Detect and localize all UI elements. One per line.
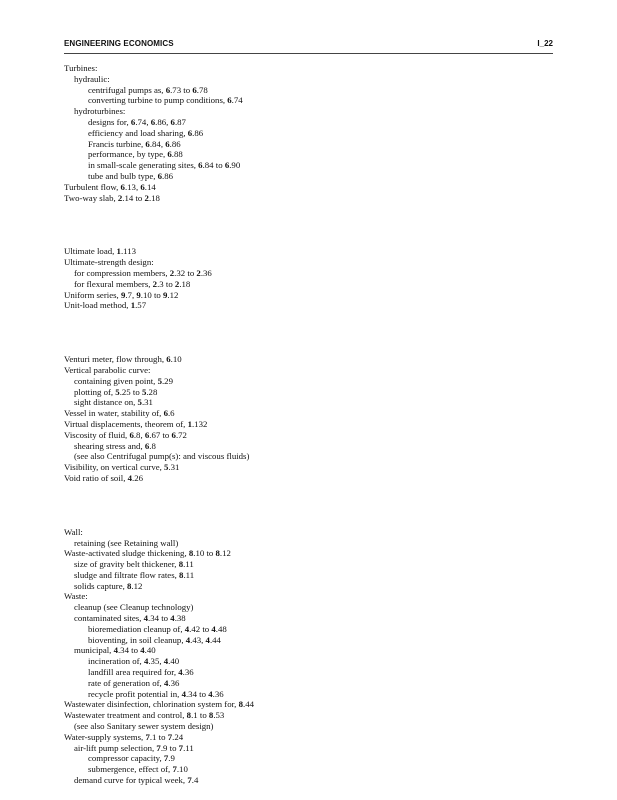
index-subentry: containing given point, 5.29: [74, 375, 173, 386]
index-entry: Water-supply systems, 7.1 to 7.24: [64, 731, 184, 742]
index-entry: Turbulent flow, 6.13, 6.14: [64, 181, 156, 192]
index-subentry: demand curve for typical week, 7.4: [74, 775, 199, 786]
index-entry: Ultimate load, 1.113: [64, 246, 137, 257]
index-subentry: in small-scale generating sites, 6.84 to 6.90: [88, 160, 241, 171]
index-entry: Viscosity of fluid, 6.8, 6.67 to 6.72: [64, 429, 187, 440]
index-subentry: tube and bulb type, 6.86: [88, 170, 174, 181]
index-subentry: incineration of, 4.35, 4.40: [88, 656, 180, 667]
index-subentry: compressor capacity, 7.9: [88, 753, 175, 764]
running-header: [64, 39, 553, 54]
index-subentry: municipal, 4.34 to 4.40: [74, 645, 156, 656]
index-entry: Unit-load method, 1.57: [64, 300, 147, 311]
index-entry: Waste:: [64, 591, 88, 602]
index-entry: Uniform series, 9.7, 9.10 to 9.12: [64, 289, 179, 300]
section-gap: [64, 311, 554, 354]
index-subentry: submergence, effect of, 7.10: [88, 764, 188, 775]
index-entry: Waste-activated sludge thickening, 8.10 to 8.12: [64, 548, 231, 559]
index-subentry: designs for, 6.74, 6.86, 6.87: [88, 116, 186, 127]
index-subentry: (see also Centrifugal pump(s): and viscous fluids): [74, 451, 250, 462]
index-subentry: cleanup (see Cleanup technology): [74, 602, 194, 613]
section-gap: [64, 484, 554, 527]
index-subentry: recycle profit potential in, 4.34 to 4.36: [88, 688, 224, 699]
index-entry: Vertical parabolic curve:: [64, 364, 151, 375]
index-entry: Turbines:: [64, 63, 98, 73]
index-entry: Vessel in water, stability of, 6.6: [64, 408, 175, 419]
index-subentry: for compression members, 2.32 to 2.36: [74, 267, 212, 278]
index-subentry: rate of generation of, 4.36: [88, 677, 180, 688]
index-subentry: retaining (see Retaining wall): [74, 537, 179, 548]
index-subentry: converting turbine to pump conditions, 6.74: [88, 95, 243, 106]
index-subentry: bioventing, in soil cleanup, 4.43, 4.44: [88, 634, 221, 645]
running-header-title: ENGINEERING ECONOMICS: [64, 39, 174, 48]
index-entry: Virtual displacements, theorem of, 1.132: [64, 418, 208, 429]
index-entry: Visibility, on vertical curve, 5.31: [64, 462, 180, 473]
index-subentry: performance, by type, 6.88: [88, 149, 183, 160]
index-subentry: landfill area required for, 4.36: [88, 667, 194, 678]
index-subentry: shearing stress and, 6.8: [74, 440, 156, 451]
index-entry: Two-way slab, 2.14 to 2.18: [64, 192, 160, 203]
index-section: [64, 354, 554, 484]
index-subentry: hydraulic:: [74, 73, 110, 84]
index-subentry: size of gravity belt thickener, 8.11: [74, 559, 194, 570]
index-subentry: centrifugal pumps as, 6.73 to 6.78: [88, 84, 208, 95]
index-section: [64, 63, 554, 203]
index-entry: Wastewater disinfection, chlorination system for, 8.44: [64, 699, 254, 710]
index-entry: Wall:: [64, 526, 83, 537]
index-entry: Wastewater treatment and control, 8.1 to 8.53: [64, 710, 225, 721]
index-subentry: contaminated sites, 4.34 to 4.38: [74, 613, 186, 624]
index-subentry: Francis turbine, 6.84, 6.86: [88, 138, 181, 149]
index-subentry: air-lift pump selection, 7.9 to 7.11: [74, 742, 194, 753]
index-subentry: plotting of, 5.25 to 5.28: [74, 386, 158, 397]
page-number: I_22: [537, 39, 553, 48]
index-section: [64, 246, 554, 311]
index-subentry: for flexural members, 2.3 to 2.18: [74, 278, 191, 289]
index-subentry: bioremediation cleanup of, 4.42 to 4.48: [88, 623, 227, 634]
index-body: [64, 63, 554, 786]
index-entry: Void ratio of soil, 4.26: [64, 472, 144, 483]
index-entry: Ultimate-strength design:: [64, 257, 154, 268]
index-subentry: solids capture, 8.12: [74, 580, 143, 591]
index-subentry: (see also Sanitary sewer system design): [74, 721, 214, 732]
index-subentry: sight distance on, 5.31: [74, 397, 153, 408]
index-subentry: hydroturbines:: [74, 106, 126, 117]
section-gap: [64, 203, 554, 246]
index-entry: Venturi meter, flow through, 6.10: [64, 354, 182, 365]
index-section: [64, 527, 554, 786]
index-subentry: sludge and filtrate flow rates, 8.11: [74, 569, 195, 580]
index-subentry: efficiency and load sharing, 6.86: [88, 127, 204, 138]
